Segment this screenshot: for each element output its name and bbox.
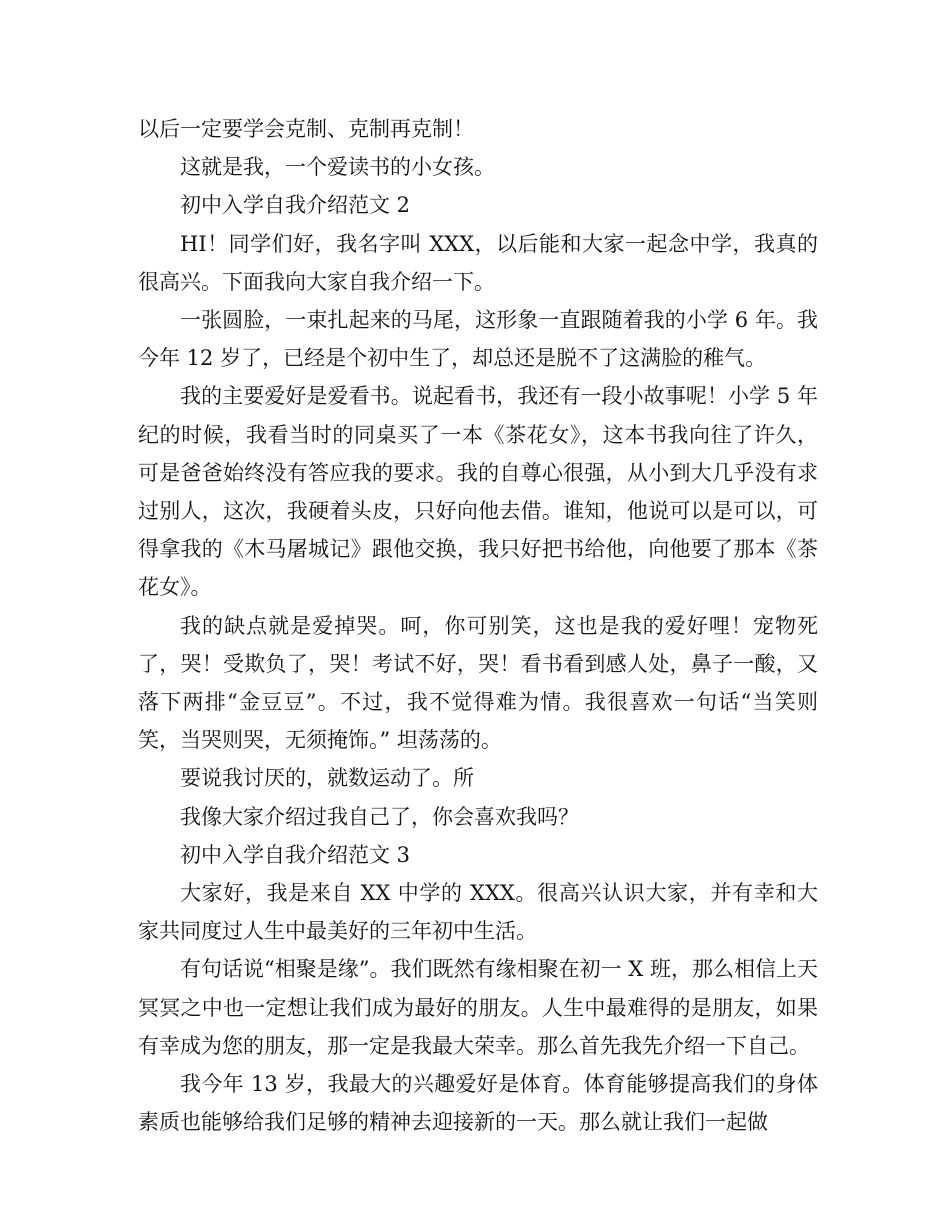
paragraph: 我像大家介绍过我自己了，你会喜欢我吗？ <box>180 804 579 829</box>
paragraph: 我的主要爱好是爱看书。说起看书，我还有一段小故事呢！小学 5 年纪的时候，我看当时的同桌买了一本《茶花女》，这本书我向往了许久，可是爸爸始终没有答应我的要求。我的自尊心很强，从小到大几乎没有求过别人，这次，我硬着头皮，只好向他去借。谁知，他说可以是可以，可得拿我的《木马屠城记》跟他交换，我只好把书给他，向他要了那本《茶花女》。 <box>138 384 818 600</box>
document-body <box>138 110 818 1141</box>
section-heading: 初中入学自我介绍范文 2 <box>180 193 411 218</box>
section-heading: 初中入学自我介绍范文 3 <box>180 842 411 867</box>
paragraph: 有句话说“相聚是缘”。我们既然有缘相聚在初一 X 班，那么相信上天冥冥之中也一定想让我们成为最好的朋友。人生中最难得的是朋友，如果有幸成为您的朋友，那一定是我最大荣幸。那么首先我先介绍一下自己。 <box>138 957 818 1058</box>
paragraph: 一张圆脸，一束扎起来的马尾，这形象一直跟随着我的小学 6 年。我今年 12 岁了，已经是个初中生了，却总还是脱不了这满脸的稚气。 <box>138 308 818 371</box>
paragraph: 我今年 13 岁，我最大的兴趣爱好是体育。体育能够提高我们的身体素质也能够给我们足够的精神去迎接新的一天。那么就让我们一起做 <box>138 1072 818 1135</box>
paragraph: 大家好，我是来自 XX 中学的 XXX。很高兴认识大家，并有幸和大家共同度过人生中最美好的三年初中生活。 <box>138 881 818 944</box>
paragraph: 这就是我，一个爱读书的小女孩。 <box>180 155 495 180</box>
paragraph-continuation: 以后一定要学会克制、克制再克制！ <box>138 117 474 141</box>
paragraph: 我的缺点就是爱掉哭。呵，你可别笑，这也是我的爱好哩！宠物死了，哭！受欺负了，哭！考试不好，哭！看书看到感人处，鼻子一酸，又落下两排“金豆豆”。不过，我不觉得难为情。我很喜欢一句话“当笑则笑，当哭则哭，无须掩饰。” 坦荡荡的。 <box>138 613 818 753</box>
paragraph: HI！同学们好，我名字叫 XXX，以后能和大家一起念中学，我真的很高兴。下面我向大家自我介绍一下。 <box>138 231 818 294</box>
paragraph: 要说我讨厌的，就数运动了。所 <box>180 766 474 791</box>
